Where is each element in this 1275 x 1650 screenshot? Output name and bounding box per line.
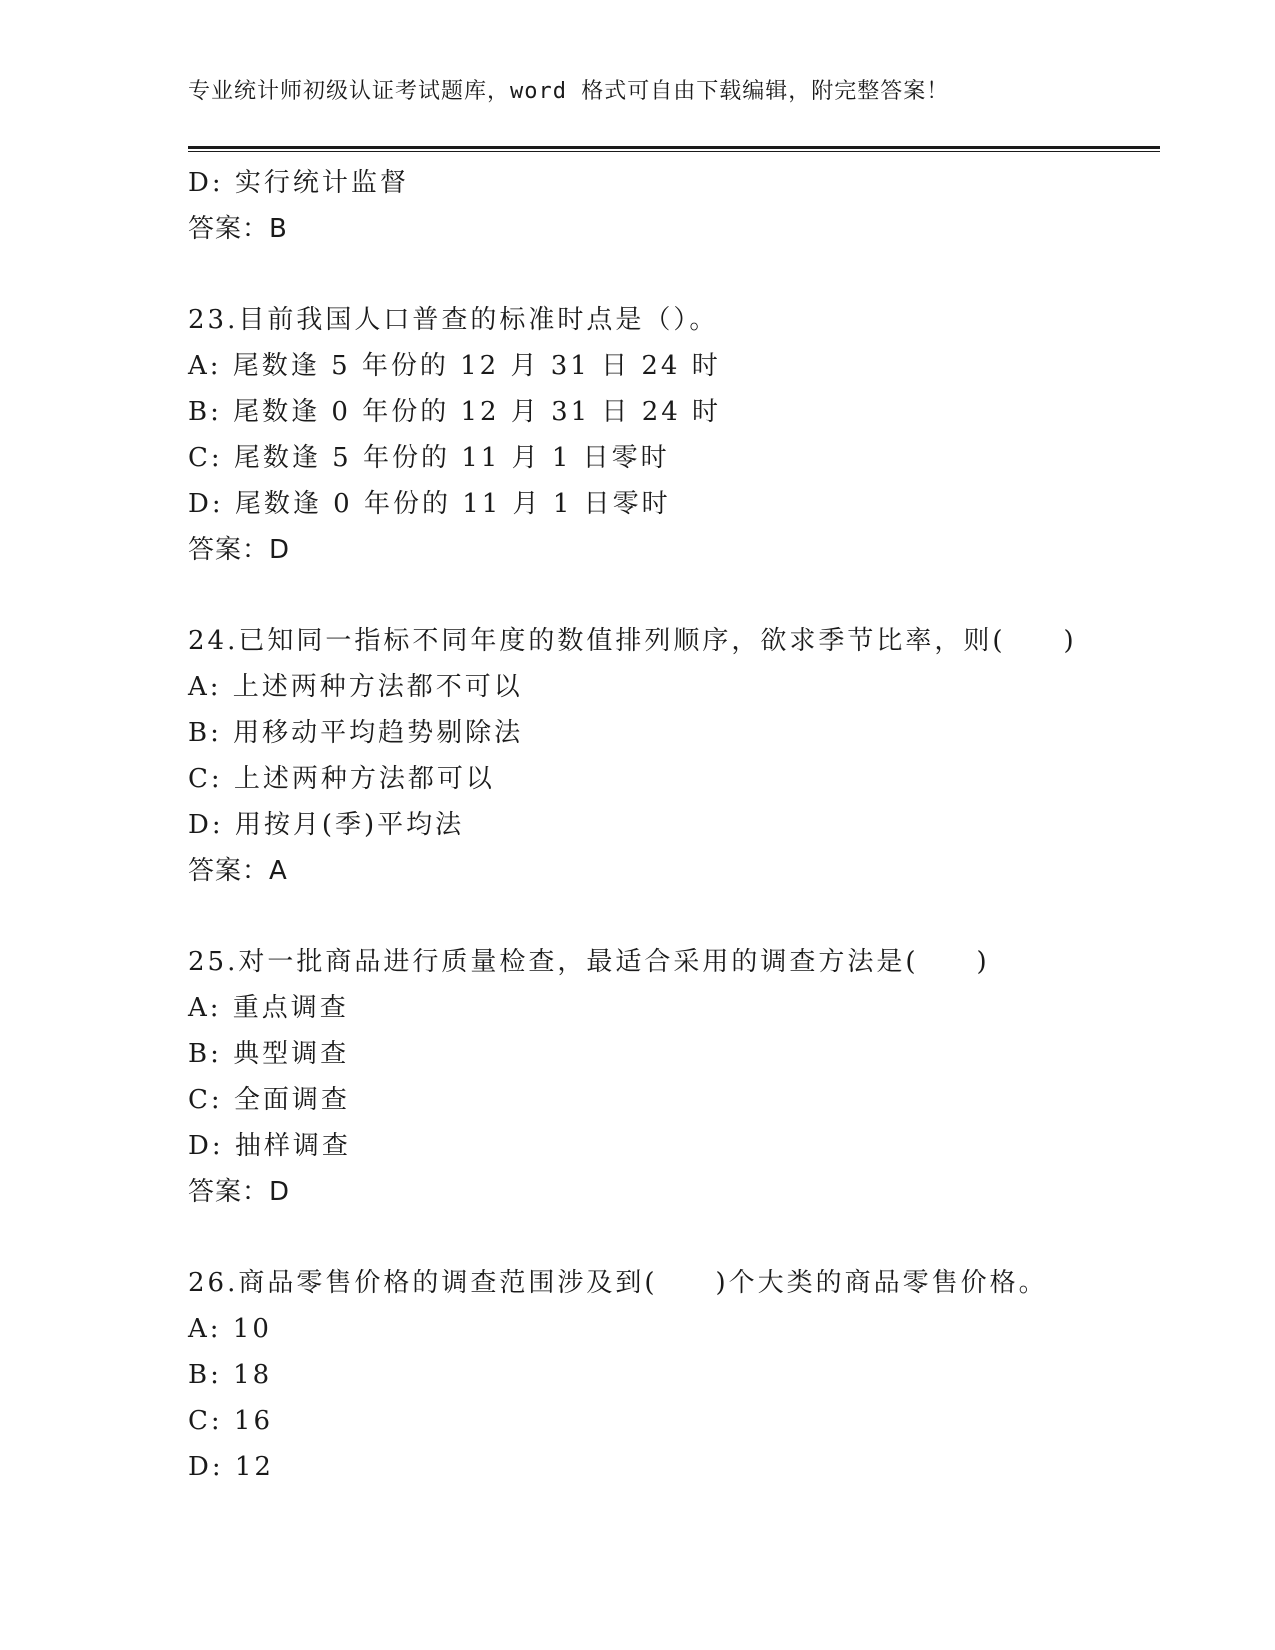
option-b: B: 用移动平均趋势剔除法 xyxy=(188,718,524,748)
answer-line: 答案：A xyxy=(188,856,288,886)
answer-line: 答案：D xyxy=(188,535,291,565)
option-a: A: 10 xyxy=(188,1314,272,1344)
option-b: B: 18 xyxy=(188,1360,273,1390)
question-list xyxy=(188,160,1160,1490)
question-stem: 26.商品零售价格的调查范围涉及到( )个大类的商品零售价格。 xyxy=(188,1268,1048,1298)
header-divider-thick xyxy=(188,146,1160,149)
option-b: B: 典型调查 xyxy=(188,1039,350,1069)
option-c: C: 上述两种方法都可以 xyxy=(188,764,495,794)
page-header: 专业统计师初级认证考试题库，word 格式可自由下载编辑，附完整答案！ xyxy=(188,79,950,104)
option-d: D: 尾数逢 0 年份的 11 月 1 日零时 xyxy=(188,489,671,519)
option-a: A: 上述两种方法都不可以 xyxy=(188,672,523,702)
answer-line: 答案：B xyxy=(188,214,288,244)
question-stem: 23.目前我国人口普查的标准时点是（）。 xyxy=(188,305,719,335)
spacer xyxy=(188,252,1160,297)
option-d: D: 实行统计监督 xyxy=(188,168,409,198)
spacer xyxy=(188,1215,1160,1260)
option-a: A: 重点调查 xyxy=(188,993,349,1023)
option-c: C: 全面调查 xyxy=(188,1085,350,1115)
spacer xyxy=(188,573,1160,618)
question-stem: 25.对一批商品进行质量检查，最适合采用的调查方法是( ) xyxy=(188,947,990,977)
option-d: D: 12 xyxy=(188,1452,274,1482)
question-26 xyxy=(188,1260,1160,1490)
option-b: B: 尾数逢 0 年份的 12 月 31 日 24 时 xyxy=(188,397,722,427)
option-a: A: 尾数逢 5 年份的 12 月 31 日 24 时 xyxy=(188,351,721,381)
question-23 xyxy=(188,297,1160,573)
answer-line: 答案：D xyxy=(188,1177,291,1207)
option-d: D: 抽样调查 xyxy=(188,1131,351,1161)
option-d: D: 用按月(季)平均法 xyxy=(188,810,465,840)
question-stem: 24.已知同一指标不同年度的数值排列顺序，欲求季节比率，则( ) xyxy=(188,626,1077,656)
header-divider-thin xyxy=(188,151,1160,152)
option-c: C: 16 xyxy=(188,1406,274,1436)
option-c: C: 尾数逢 5 年份的 11 月 1 日零时 xyxy=(188,443,670,473)
spacer xyxy=(188,894,1160,939)
question-24 xyxy=(188,618,1160,894)
question-25 xyxy=(188,939,1160,1215)
